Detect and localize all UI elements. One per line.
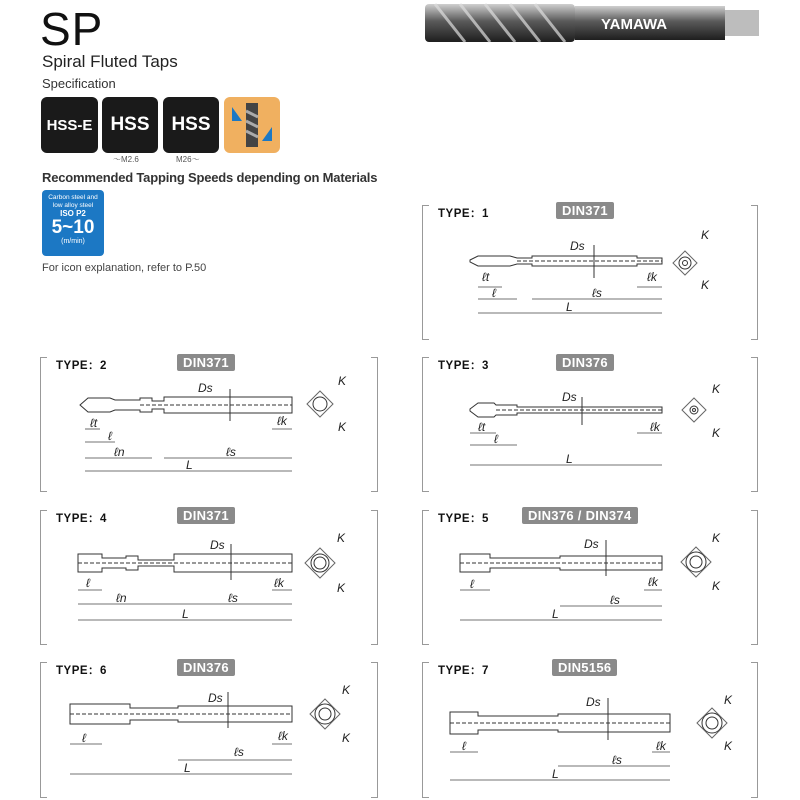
type2-k1: K xyxy=(338,374,347,388)
spec-label: Specification xyxy=(42,76,116,91)
type1-drawing xyxy=(422,205,758,340)
type6-l: ℓ xyxy=(82,731,86,745)
type3-drawing xyxy=(422,357,758,492)
type2-ds: Ds xyxy=(198,381,213,395)
type7-l: ℓ xyxy=(462,739,466,753)
type3-L: L xyxy=(566,452,573,466)
type3-k2: K xyxy=(712,426,721,440)
type3-lt: ℓt xyxy=(478,420,486,434)
type2-ls: ℓs xyxy=(226,445,236,459)
type4-panel xyxy=(40,510,378,645)
type3-panel xyxy=(422,357,758,492)
page-title: SP xyxy=(40,3,104,55)
type5-label: TYPE：5 xyxy=(438,513,489,525)
type7-k1: K xyxy=(724,693,733,707)
type6-L: L xyxy=(184,761,191,775)
speed-unit: (m/min) xyxy=(61,238,85,245)
hss-label-small: HSS xyxy=(110,114,150,135)
page-subtitle: Spiral Fluted Taps xyxy=(42,52,178,71)
iso-label: ISO P2 xyxy=(60,209,86,218)
type6-k2: K xyxy=(342,731,351,745)
hss-e-badge xyxy=(41,97,98,153)
type4-din: DIN371 xyxy=(177,507,235,524)
type3-k1: K xyxy=(712,382,721,396)
type2-L: L xyxy=(186,458,193,472)
type7-drawing xyxy=(422,662,758,798)
type5-panel xyxy=(422,510,758,645)
type4-ls: ℓs xyxy=(228,591,238,605)
type7-L: L xyxy=(552,767,559,781)
type4-ds: Ds xyxy=(210,538,225,552)
type4-lk: ℓk xyxy=(274,576,284,590)
type3-lk: ℓk xyxy=(650,420,660,434)
hss-e-label: HSS-E xyxy=(46,116,93,134)
type1-k1: K xyxy=(701,228,710,242)
type4-ln: ℓn xyxy=(116,591,127,605)
type5-l: ℓ xyxy=(470,577,474,591)
type2-din: DIN371 xyxy=(177,354,235,371)
type5-ls: ℓs xyxy=(610,593,620,607)
hss-label-large: HSS xyxy=(171,114,211,135)
type1-ds: Ds xyxy=(570,239,585,253)
type2-lt: ℓt xyxy=(90,416,98,430)
type2-lk: ℓk xyxy=(277,414,287,428)
type6-ls: ℓs xyxy=(234,745,244,759)
type7-label: TYPE：7 xyxy=(438,665,489,677)
type1-ls: ℓs xyxy=(592,286,602,300)
type2-panel xyxy=(40,357,378,492)
type4-L: L xyxy=(182,607,189,621)
type4-label: TYPE：4 xyxy=(56,513,107,525)
type2-l: ℓ xyxy=(108,429,112,443)
type5-lk: ℓk xyxy=(648,575,658,589)
type2-drawing xyxy=(40,357,378,492)
spiral-flute-icon xyxy=(224,97,280,153)
type4-l: ℓ xyxy=(86,576,90,590)
type6-k1: K xyxy=(342,683,351,697)
type5-k1: K xyxy=(712,531,721,545)
type1-label: TYPE：1 xyxy=(438,208,489,220)
type1-panel xyxy=(422,205,758,340)
icon-note: For icon explanation, refer to P.50 xyxy=(42,262,207,274)
type1-lk: ℓk xyxy=(647,270,657,284)
type3-label: TYPE：3 xyxy=(438,360,489,372)
recommend-title: Recommended Tapping Speeds depending on Materials xyxy=(42,170,378,185)
type5-k2: K xyxy=(712,579,721,593)
type6-ds: Ds xyxy=(208,691,223,705)
speed-value: 5~10 xyxy=(51,217,95,238)
type3-din: DIN376 xyxy=(556,354,614,371)
type4-k2: K xyxy=(337,581,346,595)
type2-k2: K xyxy=(338,420,347,434)
type5-L: L xyxy=(552,607,559,621)
speed-badge xyxy=(42,190,104,256)
type7-lk: ℓk xyxy=(656,739,666,753)
type6-panel xyxy=(40,662,378,798)
type7-k2: K xyxy=(724,739,733,753)
type3-ds: Ds xyxy=(562,390,577,404)
type4-drawing xyxy=(40,510,378,645)
type1-l: ℓ xyxy=(492,286,496,300)
type5-ds: Ds xyxy=(584,537,599,551)
brand-text: YAMAWA xyxy=(601,16,668,33)
type6-drawing xyxy=(40,662,378,798)
type6-lk: ℓk xyxy=(278,729,288,743)
type1-k2: K xyxy=(701,278,710,292)
type4-k1: K xyxy=(337,531,346,545)
hss-badge-small xyxy=(102,97,158,153)
type5-din: DIN376 / DIN374 xyxy=(522,507,638,524)
type7-ls: ℓs xyxy=(612,753,622,767)
type6-din: DIN376 xyxy=(177,659,235,676)
tap-product-image xyxy=(425,0,760,46)
type2-ln: ℓn xyxy=(114,445,125,459)
type7-panel xyxy=(422,662,758,798)
hss-badge-large xyxy=(163,97,219,153)
type5-drawing xyxy=(422,510,758,645)
type1-L: L xyxy=(566,300,573,314)
type7-din: DIN5156 xyxy=(552,659,617,676)
type6-label: TYPE：6 xyxy=(56,665,107,677)
hss-note-large: M26～ xyxy=(176,155,200,164)
material-line1: Carbon steel and xyxy=(48,194,98,201)
type1-din: DIN371 xyxy=(556,202,614,219)
type3-l: ℓ xyxy=(494,432,498,446)
type2-label: TYPE：2 xyxy=(56,360,107,372)
type1-lt: ℓt xyxy=(482,270,490,284)
hss-note-small: ～M2.6 xyxy=(113,155,139,164)
material-line2: low alloy steel xyxy=(52,202,94,209)
type7-ds: Ds xyxy=(586,695,601,709)
